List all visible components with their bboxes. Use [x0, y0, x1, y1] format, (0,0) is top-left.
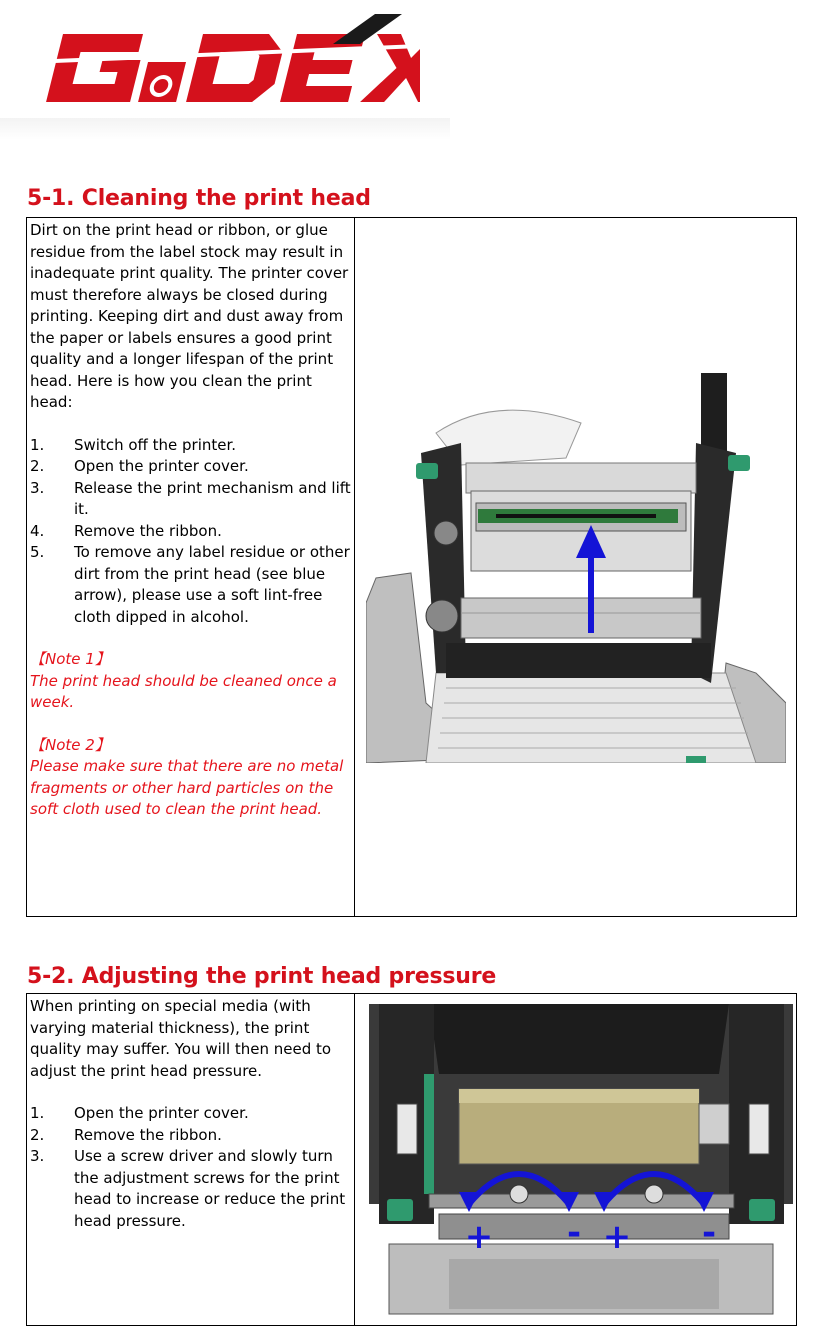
plus-sign-right: + — [602, 1217, 632, 1257]
step-item: 5. To remove any label residue or other dirt from the print head (see blue arrow), please use a soft lint-free cloth dipped in alcohol. — [30, 543, 350, 626]
section1-steps — [30, 435, 352, 629]
section2-text — [30, 996, 352, 1232]
note1-label: 【Note 1】 — [30, 650, 110, 668]
logo-shadow — [0, 118, 450, 140]
note2-label: 【Note 2】 — [30, 735, 110, 754]
note1-text: The print head should be cleaned once a week. — [30, 671, 337, 711]
godex-logo — [30, 14, 420, 114]
column-divider — [354, 994, 355, 1325]
section1-box — [26, 217, 797, 917]
section2-intro: When printing on special media (with varying material thickness), the print quality may suffer. You will then need to adjust the print head pressure. — [30, 997, 332, 1080]
step-item: 2. Open the printer cover. — [30, 457, 249, 475]
step-item: 3. Release the print mechanism and lift it. — [30, 478, 351, 518]
section2-steps — [30, 1103, 352, 1232]
step-item: 3. Use a screw driver and slowly turn the adjustment screws for the print head to increase or reduce the print head pressure. — [30, 1147, 346, 1230]
minus-sign-right: - — [701, 1213, 717, 1253]
plus-sign-left: + — [464, 1217, 494, 1257]
step-item: 2. Remove the ribbon. — [30, 1125, 222, 1144]
note2-text: Please make sure that there are no metal fragments or other hard particles on the soft cloth used to clean the print head. — [30, 757, 344, 818]
section2-box — [26, 993, 797, 1326]
section2-title: 5-2. Adjusting the print head pressure — [27, 964, 497, 989]
step-item: 1. Switch off the printer. — [30, 435, 237, 454]
step-item: 1. Open the printer cover. — [30, 1104, 249, 1122]
print-head-photo — [366, 373, 786, 763]
minus-sign-left: - — [566, 1213, 582, 1253]
column-divider — [354, 218, 355, 916]
section1-text — [30, 220, 352, 821]
pressure-adjustment-photo — [369, 1004, 793, 1316]
step-item: 4. Remove the ribbon. — [30, 521, 222, 540]
section1-title: 5-1. Cleaning the print head — [27, 186, 371, 211]
section1-intro: Dirt on the print head or ribbon, or glue residue from the label stock may result in inadequate print quality. The printer cover must therefore always be closed during printing. Keeping dirt and dust away from the paper or labels ensures a good print quality and a longer lifespan of the print head. Here is how you clean the print head: — [30, 221, 349, 411]
